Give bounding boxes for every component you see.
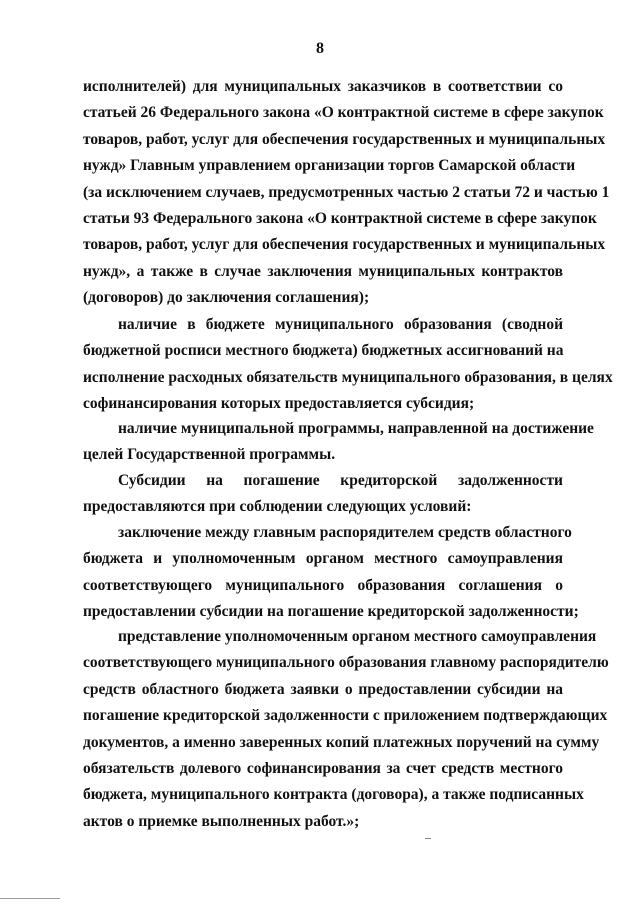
text-line: (за исключением случаев, предусмотренных частью 2 статьи 72 и частью 1 [83,183,610,201]
text-line: бюджета, муниципального контракта (договора), а также подписанных [83,786,584,804]
text-line: нужд» Главным управлением организации торгов Самарской области [83,157,576,175]
scan-edge-line [0,898,60,899]
paragraph-1 [83,74,610,312]
text-line: заключение между главным распорядителем средств областного [118,524,572,541]
text-line: нужд», а также в случае заключения муниципальных контрактов [83,262,563,280]
text-line: актов о приемке выполненных работ.»; [83,812,360,830]
paragraph-6 [83,624,609,835]
text-line: исполнителей) для муниципальных заказчиков в соответствии со [83,78,563,95]
text-line: софинансирования которых предоставляется субсидия; [83,395,475,413]
text-line: представление уполномоченным органом местного самоуправления [118,628,597,645]
text-line: Субсидии на погашение кредиторской задолженности [118,472,563,489]
text-line: бюджетной росписи местного бюджета) бюджетных ассигнований на [83,342,564,360]
page-number: 8 [316,40,324,57]
text-line: статьи 93 Федерального закона «О контрактной системе в сфере закупок [83,209,597,227]
text-line: (договоров) до заключения соглашения); [83,289,370,307]
text-line: обязательств долевого софинансирования за счет средств местного [83,759,563,777]
text-line: наличие муниципальной программы, направленной на достижение [118,420,594,437]
text-line: статьей 26 Федерального закона «О контрактной системе в сфере закупок [83,104,604,122]
paragraph-3 [83,416,594,469]
text-line: погашение кредиторской задолженности с приложением подтверждающих [83,707,608,725]
text-line: целей Государственной программы. [83,446,336,464]
text-line: бюджета и уполномоченным органом местного самоуправления [83,550,563,568]
paragraph-2 [83,312,613,418]
scan-mark [425,838,431,839]
text-line: товаров, работ, услуг для обеспечения государственных и муниципальных [83,130,606,148]
text-line: документов, а именно заверенных копий платежных поручений на сумму [83,733,600,751]
text-line: соответствующего муниципального образования соглашения о [83,576,563,594]
paragraph-5 [83,520,579,626]
text-line: соответствующего муниципального образования главному распорядителю [83,654,609,672]
text-line: средств областного бюджета заявки о предоставлении субсидии на [83,680,563,698]
text-line: исполнение расходных обязательств муниципального образования, в целях [83,368,613,386]
text-line: товаров, работ, услуг для обеспечения государственных и муниципальных [83,236,606,254]
text-line: наличие в бюджете муниципального образования (сводной [118,316,563,333]
text-line: предоставляются при соблюдении следующих условий: [83,498,472,516]
text-line: предоставлении субсидии на погашение кредиторской задолженности; [83,603,579,621]
paragraph-4 [83,468,563,521]
